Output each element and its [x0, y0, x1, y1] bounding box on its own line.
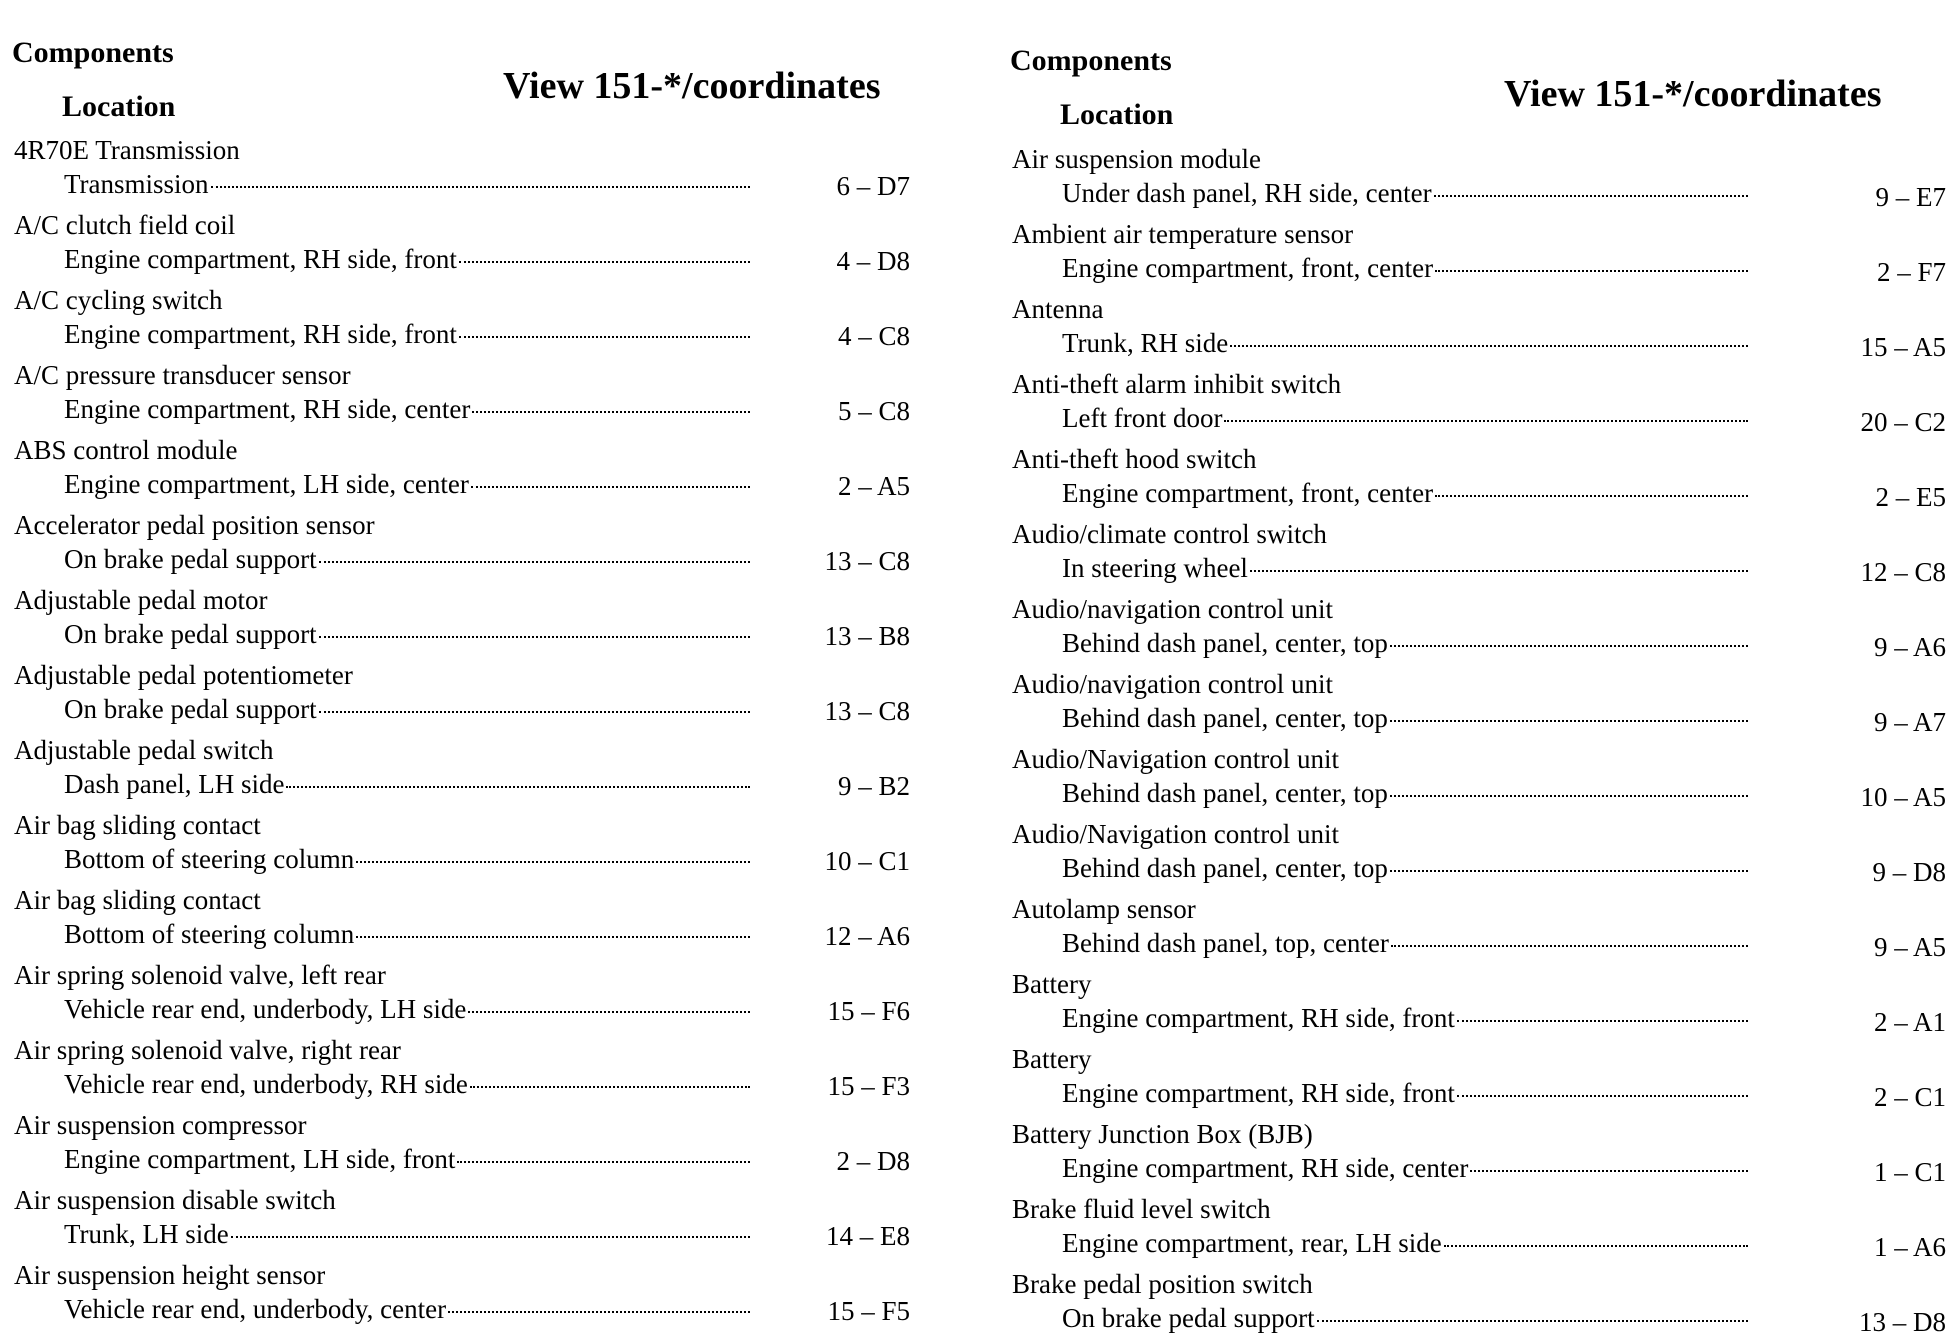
- component-location: Engine compartment, RH side, front: [64, 244, 457, 274]
- dot-leader: [470, 1086, 750, 1088]
- component-entry: [10, 1185, 950, 1260]
- component-name: 4R70E Transmission: [14, 135, 240, 165]
- dot-leader: [231, 1236, 750, 1238]
- view-coordinate: 2 – C1: [1873, 1082, 1946, 1112]
- dot-leader: [1391, 945, 1748, 947]
- view-coordinate: 9 – B2: [837, 771, 910, 801]
- component-location: Engine compartment, RH side, front: [64, 319, 457, 349]
- view-coordinates-header: View 151-*/coordinates: [503, 65, 881, 107]
- component-location: Behind dash panel, center, top: [1062, 778, 1388, 808]
- location-line: [64, 1144, 758, 1175]
- view-coordinate: 2 – A5: [837, 471, 910, 501]
- component-name: Audio/navigation control unit: [1012, 669, 1333, 699]
- location-line: [1062, 628, 1756, 659]
- dot-leader: [448, 1311, 750, 1313]
- view-coordinate: 9 – D8: [1872, 857, 1946, 887]
- component-name: Accelerator pedal position sensor: [14, 510, 375, 540]
- view-coordinate: 15 – A5: [1860, 332, 1946, 362]
- dot-leader: [356, 936, 750, 938]
- component-entry: [1008, 1194, 1948, 1269]
- component-location: Vehicle rear end, underbody, LH side: [64, 994, 467, 1024]
- location-line: [1062, 853, 1756, 884]
- component-entry: [10, 660, 950, 735]
- dot-leader: [319, 561, 750, 563]
- component-entry: [10, 585, 950, 660]
- location-line: [1062, 1228, 1756, 1259]
- dot-leader: [211, 186, 750, 188]
- component-location: On brake pedal support: [64, 694, 317, 724]
- component-entry: [1008, 969, 1948, 1044]
- component-entry: [1008, 294, 1948, 369]
- location-line: [1062, 1303, 1756, 1334]
- component-location: Engine compartment, LH side, center: [64, 469, 469, 499]
- component-location: Engine compartment, front, center: [1062, 253, 1434, 283]
- component-name: Air bag sliding contact: [14, 810, 261, 840]
- view-coordinate: 1 – A6: [1873, 1232, 1946, 1262]
- right-column: [1008, 0, 1948, 1344]
- view-coordinate: 1 – C1: [1873, 1157, 1946, 1187]
- component-location: Engine compartment, RH side, center: [64, 394, 471, 424]
- component-name: Adjustable pedal switch: [14, 735, 274, 765]
- component-name: Battery: [1012, 1044, 1092, 1074]
- dot-leader: [1390, 645, 1748, 647]
- component-name: Adjustable pedal motor: [14, 585, 268, 615]
- component-location: Behind dash panel, top, center: [1062, 928, 1389, 958]
- dot-leader: [1224, 420, 1748, 422]
- view-coordinate: 4 – C8: [837, 321, 910, 351]
- location-line: [64, 319, 758, 350]
- location-line: [64, 1069, 758, 1100]
- location-line: [64, 919, 758, 950]
- component-location: On brake pedal support: [1062, 1303, 1315, 1333]
- dot-leader: [1435, 495, 1748, 497]
- component-name: Audio/navigation control unit: [1012, 594, 1333, 624]
- dot-leader: [1444, 1245, 1748, 1247]
- location-line: [64, 394, 758, 425]
- component-entry: [1008, 1119, 1948, 1194]
- component-name: Air suspension module: [1012, 144, 1261, 174]
- component-location: On brake pedal support: [64, 619, 317, 649]
- component-entry: [1008, 519, 1948, 594]
- view-coordinate: 10 – C1: [824, 846, 910, 876]
- component-entry: [10, 435, 950, 510]
- component-name: A/C clutch field coil: [14, 210, 236, 240]
- component-entry: [10, 885, 950, 960]
- left-column: [10, 0, 950, 1344]
- component-location: On brake pedal support: [64, 544, 317, 574]
- location-line: [1062, 478, 1756, 509]
- component-entry: [10, 510, 950, 585]
- dot-leader: [1470, 1170, 1748, 1172]
- component-entry: [1008, 444, 1948, 519]
- component-location: Bottom of steering column: [64, 919, 355, 949]
- component-name: ABS control module: [14, 435, 238, 465]
- dot-leader: [459, 261, 750, 263]
- component-name: Autolamp sensor: [1012, 894, 1196, 924]
- view-coordinate: 2 – D8: [836, 1146, 910, 1176]
- component-entry: [10, 1260, 950, 1335]
- location-line: [1062, 178, 1756, 209]
- view-coordinate: 13 – D8: [1859, 1307, 1946, 1337]
- view-coordinate: 2 – E5: [1875, 482, 1946, 512]
- location-line: [64, 244, 758, 275]
- component-name: Antenna: [1012, 294, 1104, 324]
- component-name: Air spring solenoid valve, left rear: [14, 960, 386, 990]
- component-entry: [1008, 744, 1948, 819]
- component-entry: [1008, 819, 1948, 894]
- component-entry: [1008, 894, 1948, 969]
- component-location: Bottom of steering column: [64, 844, 355, 874]
- component-location: Trunk, RH side: [1062, 328, 1229, 358]
- component-entry: [10, 210, 950, 285]
- view-coordinate: 13 – B8: [824, 621, 910, 651]
- dot-leader: [1434, 195, 1748, 197]
- component-name: Battery: [1012, 969, 1092, 999]
- view-coordinate: 13 – C8: [824, 696, 910, 726]
- dot-leader: [1390, 870, 1748, 872]
- dot-leader: [1390, 720, 1748, 722]
- components-header: Components: [1010, 44, 1172, 77]
- view-coordinate: 4 – D8: [836, 246, 910, 276]
- location-line: [1062, 403, 1756, 434]
- location-line: [1062, 328, 1756, 359]
- location-header: Location: [62, 90, 176, 123]
- component-location: Behind dash panel, center, top: [1062, 628, 1388, 658]
- component-name: A/C pressure transducer sensor: [14, 360, 351, 390]
- component-location: Engine compartment, RH side, front: [1062, 1078, 1455, 1108]
- view-coordinate: 12 – A6: [824, 921, 910, 951]
- location-line: [64, 694, 758, 725]
- component-name: Adjustable pedal potentiometer: [14, 660, 353, 690]
- component-list: [1008, 144, 1948, 1344]
- location-line: [1062, 778, 1756, 809]
- dot-leader: [286, 786, 750, 788]
- view-coordinate: 9 – A6: [1873, 632, 1946, 662]
- component-location: Vehicle rear end, underbody, center: [64, 1294, 447, 1324]
- component-name: Audio/Navigation control unit: [1012, 819, 1339, 849]
- dot-leader: [356, 861, 750, 863]
- view-coordinate: 15 – F3: [827, 1071, 910, 1101]
- location-line: [64, 619, 758, 650]
- view-coordinate: 9 – E7: [1875, 182, 1946, 212]
- component-location: Transmission: [64, 169, 209, 199]
- component-entry: [1008, 1269, 1948, 1344]
- location-line: [1062, 703, 1756, 734]
- dot-leader: [1250, 570, 1748, 572]
- component-entry: [1008, 219, 1948, 294]
- component-entry: [10, 960, 950, 1035]
- dot-leader: [468, 1011, 750, 1013]
- view-coordinate: 13 – C8: [824, 546, 910, 576]
- component-name: Air suspension compressor: [14, 1110, 307, 1140]
- component-location: Engine compartment, front, center: [1062, 478, 1434, 508]
- component-name: Air bag sliding contact: [14, 885, 261, 915]
- view-coordinate: 9 – A7: [1873, 707, 1946, 737]
- component-location: Behind dash panel, center, top: [1062, 853, 1388, 883]
- component-location: Engine compartment, rear, LH side: [1062, 1228, 1442, 1258]
- component-name: Audio/climate control switch: [1012, 519, 1327, 549]
- view-coordinate: 2 – A1: [1873, 1007, 1946, 1037]
- component-entry: [10, 135, 950, 210]
- location-line: [1062, 253, 1756, 284]
- location-line: [64, 994, 758, 1025]
- dot-leader: [1317, 1320, 1748, 1322]
- component-location: Engine compartment, LH side, front: [64, 1144, 456, 1174]
- component-name: Anti-theft alarm inhibit switch: [1012, 369, 1342, 399]
- view-coordinates-header: View 151-*/coordinates: [1504, 73, 1882, 115]
- dot-leader: [1390, 795, 1748, 797]
- location-line: [64, 544, 758, 575]
- view-coordinate: 10 – A5: [1860, 782, 1946, 812]
- location-line: [64, 469, 758, 500]
- view-coordinate: 9 – A5: [1873, 932, 1946, 962]
- dot-leader: [471, 486, 750, 488]
- component-name: Air suspension height sensor: [14, 1260, 326, 1290]
- component-name: Air spring solenoid valve, right rear: [14, 1035, 401, 1065]
- view-coordinate: 6 – D7: [836, 171, 910, 201]
- component-location: Left front door: [1062, 403, 1223, 433]
- component-name: Audio/Navigation control unit: [1012, 744, 1339, 774]
- component-name: Anti-theft hood switch: [1012, 444, 1257, 474]
- location-header: Location: [1060, 98, 1174, 131]
- component-entry: [10, 735, 950, 810]
- view-coordinate: 2 – F7: [1876, 257, 1946, 287]
- dot-leader: [472, 411, 750, 413]
- location-line: [1062, 1003, 1756, 1034]
- dot-leader: [319, 711, 750, 713]
- view-coordinate: 14 – E8: [826, 1221, 910, 1251]
- location-line: [64, 1294, 758, 1325]
- component-entry: [1008, 669, 1948, 744]
- component-location: Engine compartment, RH side, center: [1062, 1153, 1469, 1183]
- view-coordinate: 12 – C8: [1860, 557, 1946, 587]
- component-entry: [10, 360, 950, 435]
- component-location: Trunk, LH side: [64, 1219, 229, 1249]
- component-name: A/C cycling switch: [14, 285, 223, 315]
- location-line: [64, 844, 758, 875]
- location-line: [1062, 1153, 1756, 1184]
- location-line: [64, 769, 758, 800]
- location-line: [1062, 1078, 1756, 1109]
- component-location: Under dash panel, RH side, center: [1062, 178, 1432, 208]
- component-list: [10, 135, 950, 1335]
- component-entry: [10, 1110, 950, 1185]
- component-name: Battery Junction Box (BJB): [1012, 1119, 1313, 1149]
- dot-leader: [1435, 270, 1748, 272]
- dot-leader: [1230, 345, 1748, 347]
- location-line: [64, 1219, 758, 1250]
- component-location: Vehicle rear end, underbody, RH side: [64, 1069, 468, 1099]
- view-coordinate: 15 – F6: [827, 996, 910, 1026]
- component-entry: [1008, 594, 1948, 669]
- component-entry: [1008, 1044, 1948, 1119]
- component-entry: [10, 810, 950, 885]
- components-header: Components: [12, 36, 174, 69]
- location-line: [1062, 928, 1756, 959]
- component-entry: [10, 285, 950, 360]
- component-entry: [1008, 369, 1948, 444]
- component-entry: [10, 1035, 950, 1110]
- component-entry: [1008, 144, 1948, 219]
- dot-leader: [459, 336, 750, 338]
- dot-leader: [1457, 1095, 1748, 1097]
- dot-leader: [319, 636, 750, 638]
- component-location: In steering wheel: [1062, 553, 1248, 583]
- component-name: Brake fluid level switch: [1012, 1194, 1271, 1224]
- view-coordinate: 20 – C2: [1860, 407, 1946, 437]
- dot-leader: [1457, 1020, 1748, 1022]
- component-name: Ambient air temperature sensor: [1012, 219, 1354, 249]
- view-coordinate: 15 – F5: [827, 1296, 910, 1326]
- component-name: Air suspension disable switch: [14, 1185, 336, 1215]
- dot-leader: [457, 1161, 750, 1163]
- view-coordinate: 5 – C8: [837, 396, 910, 426]
- component-location: Dash panel, LH side: [64, 769, 285, 799]
- component-name: Brake pedal position switch: [1012, 1269, 1313, 1299]
- component-location: Behind dash panel, center, top: [1062, 703, 1388, 733]
- location-line: [64, 169, 758, 200]
- location-line: [1062, 553, 1756, 584]
- component-location: Engine compartment, RH side, front: [1062, 1003, 1455, 1033]
